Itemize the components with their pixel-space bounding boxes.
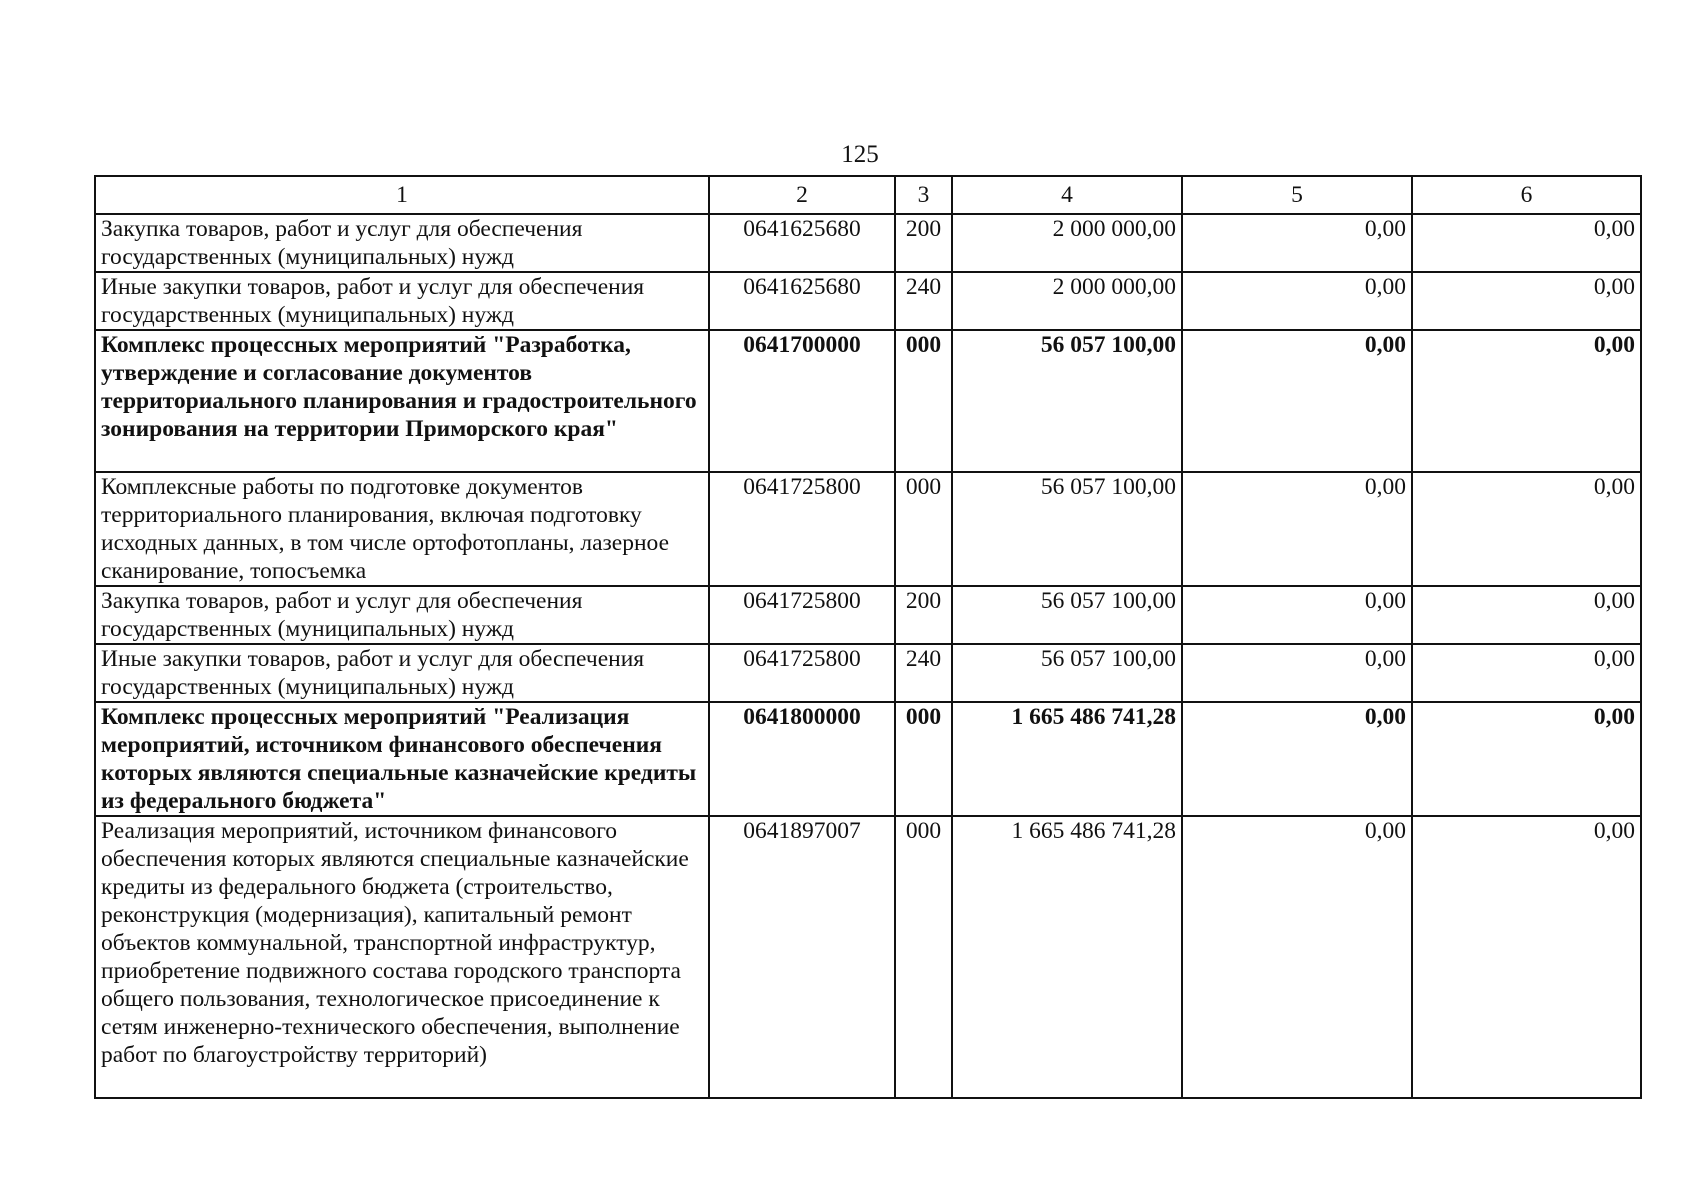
row-value-5: 0,00 <box>1182 272 1412 330</box>
column-header-6: 6 <box>1412 176 1641 214</box>
page-number: 125 <box>841 141 879 168</box>
row-value-6: 0,00 <box>1412 586 1641 644</box>
table-row <box>95 816 1641 1098</box>
row-code: 0641897007 <box>709 816 895 1098</box>
row-value-5: 0,00 <box>1182 644 1412 702</box>
row-value-5: 0,00 <box>1182 816 1412 1098</box>
column-header-5: 5 <box>1182 176 1412 214</box>
table-row <box>95 644 1641 702</box>
table-header-row <box>95 176 1641 214</box>
row-value-5: 0,00 <box>1182 330 1412 472</box>
table-row <box>95 330 1641 472</box>
column-header-4: 4 <box>952 176 1182 214</box>
row-value-4: 56 057 100,00 <box>952 330 1182 472</box>
row-code: 0641725800 <box>709 586 895 644</box>
row-expense-type: 000 <box>895 472 952 586</box>
row-name: Иные закупки товаров, работ и услуг для обеспечения государственных (муниципальных) нужд <box>95 272 709 330</box>
row-value-6: 0,00 <box>1412 702 1641 816</box>
table-row <box>95 272 1641 330</box>
row-value-5: 0,00 <box>1182 214 1412 272</box>
budget-table <box>94 175 1642 1099</box>
row-expense-type: 000 <box>895 702 952 816</box>
row-value-6: 0,00 <box>1412 272 1641 330</box>
table-row <box>95 586 1641 644</box>
row-name: Комплекс процессных мероприятий "Реализация мероприятий, источником финансового обеспечения которых являются специальные казначейские кредиты из федерального бюджета" <box>95 702 709 816</box>
row-value-6: 0,00 <box>1412 816 1641 1098</box>
row-code: 0641625680 <box>709 214 895 272</box>
row-code: 0641700000 <box>709 330 895 472</box>
row-value-4: 1 665 486 741,28 <box>952 702 1182 816</box>
row-name: Комплекс процессных мероприятий "Разработка, утверждение и согласование документов территориального планирования и градостроительного зонирования на территории Приморского края" <box>95 330 709 472</box>
table-row <box>95 702 1641 816</box>
row-name: Реализация мероприятий, источником финансового обеспечения которых являются специальные казначейские кредиты из федерального бюджета (строительство, реконструкция (модернизация), капитальный ремонт объектов коммунальной, транспортной инфраструктур, приобретение подвижного состава городского транспорта общего пользования, технологическое присоединение к сетям инженерно-технического обеспечения, выполнение работ по благоустройству территорий) <box>95 816 709 1098</box>
row-expense-type: 000 <box>895 330 952 472</box>
row-code: 0641625680 <box>709 272 895 330</box>
row-expense-type: 200 <box>895 214 952 272</box>
row-value-5: 0,00 <box>1182 472 1412 586</box>
row-value-6: 0,00 <box>1412 644 1641 702</box>
row-value-6: 0,00 <box>1412 330 1641 472</box>
column-header-3: 3 <box>895 176 952 214</box>
row-value-4: 2 000 000,00 <box>952 272 1182 330</box>
table-row <box>95 214 1641 272</box>
row-code: 0641800000 <box>709 702 895 816</box>
row-value-5: 0,00 <box>1182 586 1412 644</box>
row-code: 0641725800 <box>709 472 895 586</box>
row-value-6: 0,00 <box>1412 214 1641 272</box>
column-header-2: 2 <box>709 176 895 214</box>
row-value-6: 0,00 <box>1412 472 1641 586</box>
row-value-4: 2 000 000,00 <box>952 214 1182 272</box>
row-name: Закупка товаров, работ и услуг для обеспечения государственных (муниципальных) нужд <box>95 214 709 272</box>
row-code: 0641725800 <box>709 644 895 702</box>
table-row <box>95 472 1641 586</box>
row-name: Иные закупки товаров, работ и услуг для обеспечения государственных (муниципальных) нужд <box>95 644 709 702</box>
row-value-4: 1 665 486 741,28 <box>952 816 1182 1098</box>
row-value-5: 0,00 <box>1182 702 1412 816</box>
row-expense-type: 240 <box>895 272 952 330</box>
row-name: Закупка товаров, работ и услуг для обеспечения государственных (муниципальных) нужд <box>95 586 709 644</box>
row-name: Комплексные работы по подготовке документов территориального планирования, включая подготовку исходных данных, в том числе ортофотопланы, лазерное сканирование, топосъемка <box>95 472 709 586</box>
row-expense-type: 240 <box>895 644 952 702</box>
column-header-1: 1 <box>95 176 709 214</box>
row-value-4: 56 057 100,00 <box>952 644 1182 702</box>
row-expense-type: 000 <box>895 816 952 1098</box>
row-value-4: 56 057 100,00 <box>952 586 1182 644</box>
row-value-4: 56 057 100,00 <box>952 472 1182 586</box>
row-expense-type: 200 <box>895 586 952 644</box>
